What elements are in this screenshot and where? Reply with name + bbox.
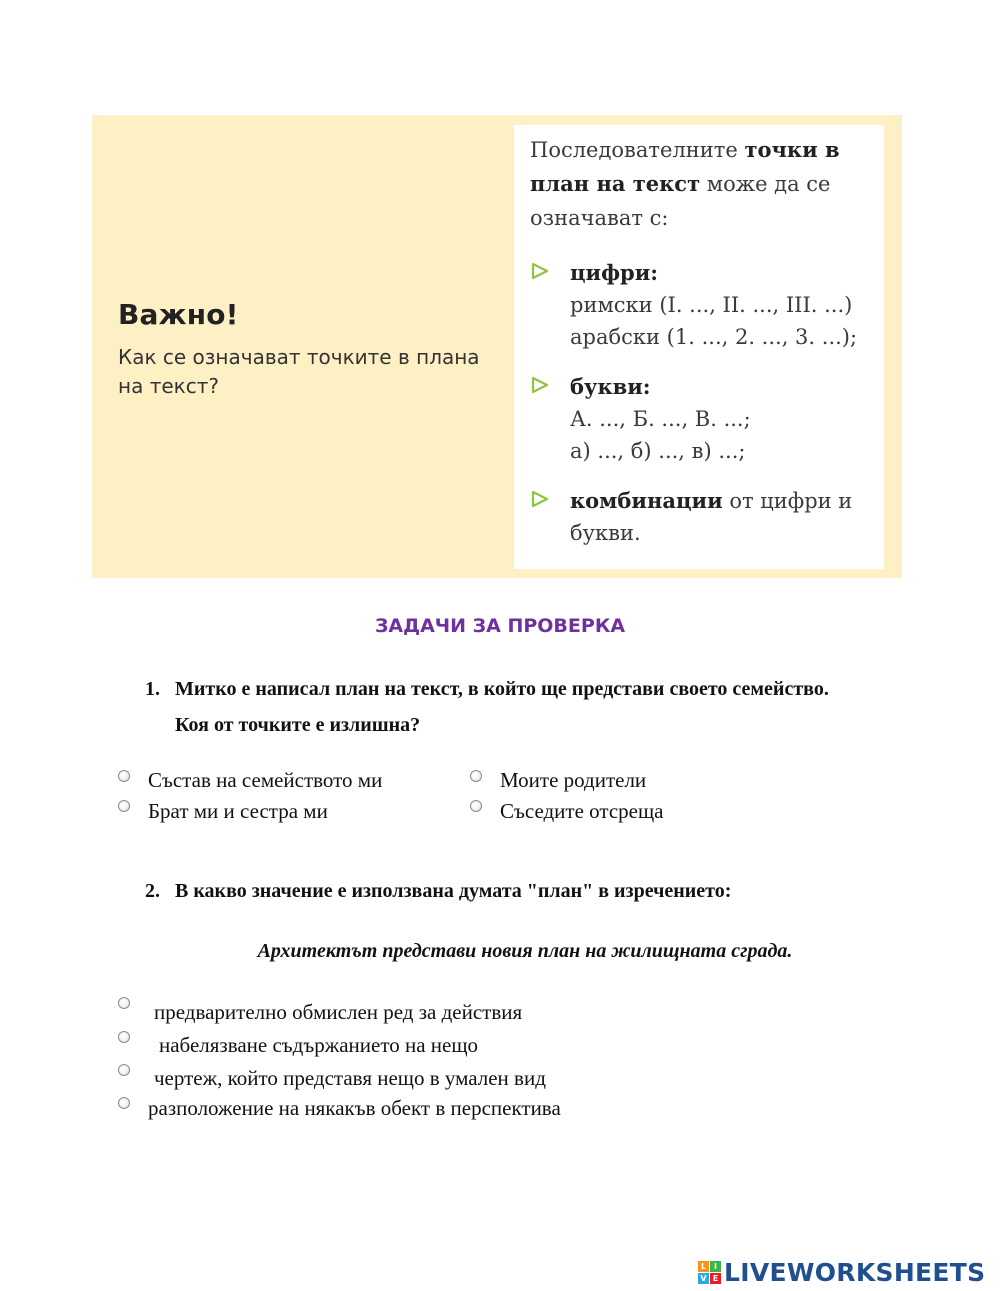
q2-option-3: чертеж, който представя нещо в умален вид xyxy=(154,1066,546,1090)
example-sentence: Архитектът представи новия план на жилищната сграда. xyxy=(257,940,793,962)
question-1: 1. Митко е написал план на текст, в който ще представи своето семейство. xyxy=(145,678,829,700)
bullet-digits: цифри: римски (I. ..., II. ..., III. ...) арабски (1. ..., 2. ..., 3. ...); xyxy=(530,257,880,353)
important-block xyxy=(118,298,498,401)
question-1-line2: Коя от точките е излишна? xyxy=(175,714,421,736)
q2-option-2: набелязване съдържанието на нещо xyxy=(159,1033,479,1057)
radio-button[interactable] xyxy=(470,800,482,812)
section-title: ЗАДАЧИ ЗА ПРОВЕРКА xyxy=(374,615,626,637)
question-2: 2. В какво значение е използвана думата "план" в изречението: xyxy=(145,880,732,902)
bullet-letters: букви: А. ..., Б. ..., В. ...; а) ..., б) ..., в) ...; xyxy=(530,371,880,467)
q2-option-4: разположение на някакъв обект в перспектива xyxy=(148,1096,561,1120)
q1-option-1: Състав на семейството ми xyxy=(148,768,383,792)
radio-button[interactable] xyxy=(118,1064,130,1076)
logo-text: LIVEWORKSHEETS xyxy=(724,1257,986,1287)
radio-button[interactable] xyxy=(118,800,130,812)
triangle-arrow-icon xyxy=(530,489,550,509)
q1-option-3: Брат ми и сестра ми xyxy=(148,799,328,823)
triangle-arrow-icon xyxy=(530,375,550,395)
radio-button[interactable] xyxy=(470,770,482,782)
q1-option-2: Моите родители xyxy=(500,768,647,792)
q1-option-4: Съседите отсреща xyxy=(500,799,664,823)
triangle-arrow-icon xyxy=(530,261,550,281)
radio-button[interactable] xyxy=(118,997,130,1009)
logo-icon: L I V E xyxy=(698,1261,721,1284)
q2-option-1: предварително обмислен ред за действия xyxy=(154,1000,523,1024)
card-intro: Последователните точки в план на текст може да се означават с: xyxy=(530,137,840,230)
radio-button[interactable] xyxy=(118,1031,130,1043)
info-card-text xyxy=(530,133,880,549)
radio-button[interactable] xyxy=(118,770,130,782)
liveworksheets-logo xyxy=(698,1257,985,1287)
important-question: Как се означават точките в плана на текст? xyxy=(118,345,480,398)
important-title: Важно! xyxy=(118,298,239,331)
bullet-combinations: комбинации от цифри и букви. xyxy=(530,485,880,549)
radio-button[interactable] xyxy=(118,1097,130,1109)
